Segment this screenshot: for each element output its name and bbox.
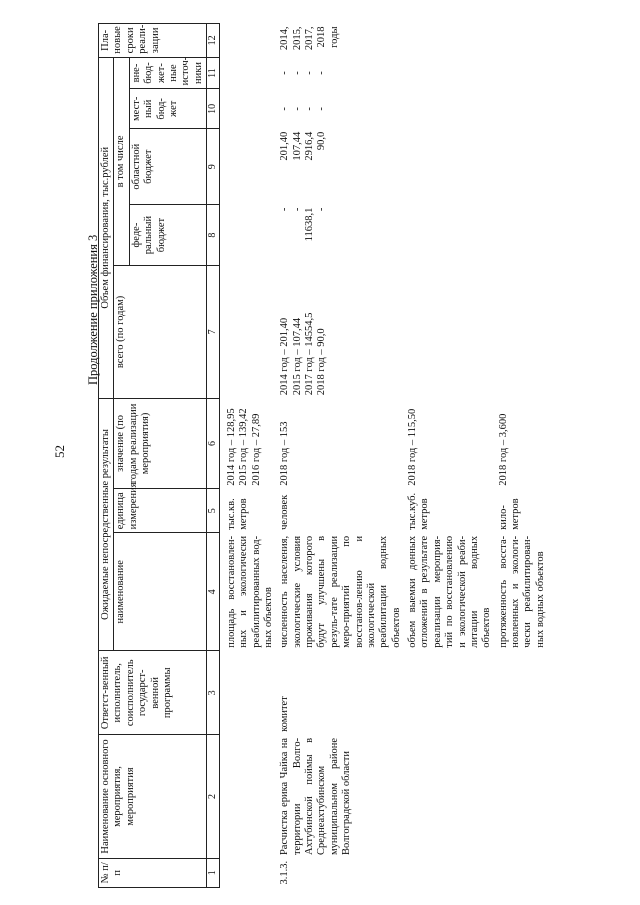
header-responsible: Ответст-венный исполнитель, соисполнитель государст-венной программы bbox=[99, 651, 207, 735]
column-number: 12 bbox=[207, 24, 220, 58]
result-value-cell: 2018 год – 153 bbox=[279, 421, 291, 486]
column-number: 5 bbox=[207, 489, 220, 533]
regional-financing-cell: 201,40 107,44 2916,4 90,0 bbox=[279, 131, 328, 161]
result-unit-cell: кило-метров bbox=[497, 498, 522, 530]
column-number: 11 bbox=[207, 57, 220, 89]
header-unit: единица измерения bbox=[114, 489, 207, 533]
header-measure-name: Наименование основного мероприятия, мероприятия bbox=[99, 735, 207, 858]
header-result-name: наименование bbox=[114, 533, 207, 651]
table-row bbox=[219, 24, 277, 888]
column-number: 3 bbox=[207, 651, 220, 735]
local-financing-cell: - - - - bbox=[279, 107, 328, 111]
column-number: 4 bbox=[207, 533, 220, 651]
column-number: 8 bbox=[207, 205, 220, 266]
total-financing-cell: 2014 год – 201,40 2015 год – 107,44 2017 год – 14554,5 2018 год – 90,0 bbox=[279, 312, 328, 396]
header-number: № п/п bbox=[99, 858, 207, 887]
column-number: 2 bbox=[207, 735, 220, 858]
result-unit-cell: человек bbox=[279, 494, 291, 530]
federal-financing-cell: - - 11638,1 - bbox=[279, 207, 328, 242]
appendix-heading: Продолжение приложения 3 bbox=[86, 234, 100, 385]
header-including: в том числе bbox=[114, 57, 129, 265]
header-expected-results: Ожидаемые непосредственные результаты bbox=[99, 398, 114, 651]
column-number: 6 bbox=[207, 398, 220, 489]
table-row bbox=[277, 24, 405, 888]
result-value-cell: 2018 год – 115,50 bbox=[407, 408, 419, 486]
item-title: Расчистка ерика Чайка на территории Волго-Ахтубинской поймы в Среднеахтубинском муниципальном районе Волгоградской области bbox=[279, 737, 353, 856]
header-total: всего (по годам) bbox=[114, 266, 207, 399]
column-number: 9 bbox=[207, 129, 220, 205]
header-extra: вне-бюд-жет-ные источ-ники bbox=[129, 57, 206, 89]
item-responsible: комитет bbox=[279, 696, 291, 732]
header-regional: областной бюджет bbox=[129, 129, 206, 205]
result-name-cell: численность населения, экологические условия проживания которого будут улучшены в резуль-тате реализации меро-приятий по восстанов-лению и экологической реабилитации водных объектов bbox=[279, 535, 402, 648]
result-name-cell: объем выемки донных отложений в результате реализации мероприя-тий по восстановлению и экологической реаби-литации водных объектов bbox=[407, 535, 493, 648]
header-federal: феде-ральный бюджет bbox=[129, 205, 206, 266]
header-value: значение (по годам реализации мероприятия) bbox=[114, 398, 207, 489]
header-terms: Пла-новые сроки реали-зации bbox=[99, 24, 207, 58]
extra-financing-cell: - - - - bbox=[279, 71, 328, 75]
result-value-cell: 2014 год – 128,95 2015 год – 139,42 2016 год – 27,89 bbox=[225, 408, 262, 486]
header-financing: Объем финансирования, тыс.рублей bbox=[99, 57, 114, 398]
column-number: 1 bbox=[207, 858, 220, 887]
column-number: 7 bbox=[207, 266, 220, 399]
column-number: 10 bbox=[207, 89, 220, 129]
result-unit-cell: тыс.куб. метров bbox=[407, 492, 431, 530]
result-name-cell: площадь восстановлен-ных и экологически реабилитированных вод-ных объектов bbox=[225, 535, 274, 648]
result-unit-cell: тыс.кв. метров bbox=[225, 498, 250, 530]
page-number: 52 bbox=[52, 445, 67, 458]
header-local: мест-ный бюд-жет bbox=[129, 89, 206, 129]
item-number: 3.1.3. bbox=[279, 860, 291, 885]
financing-table bbox=[98, 23, 549, 888]
terms-cell: 2014, 2015, 2017, 2018 годы bbox=[279, 26, 340, 51]
result-value-cell: 2018 год – 3,600 bbox=[497, 413, 509, 486]
result-name-cell: протяженность восста-новленных и экологи-чески реабилитирован-ных водных объектов bbox=[497, 535, 546, 648]
